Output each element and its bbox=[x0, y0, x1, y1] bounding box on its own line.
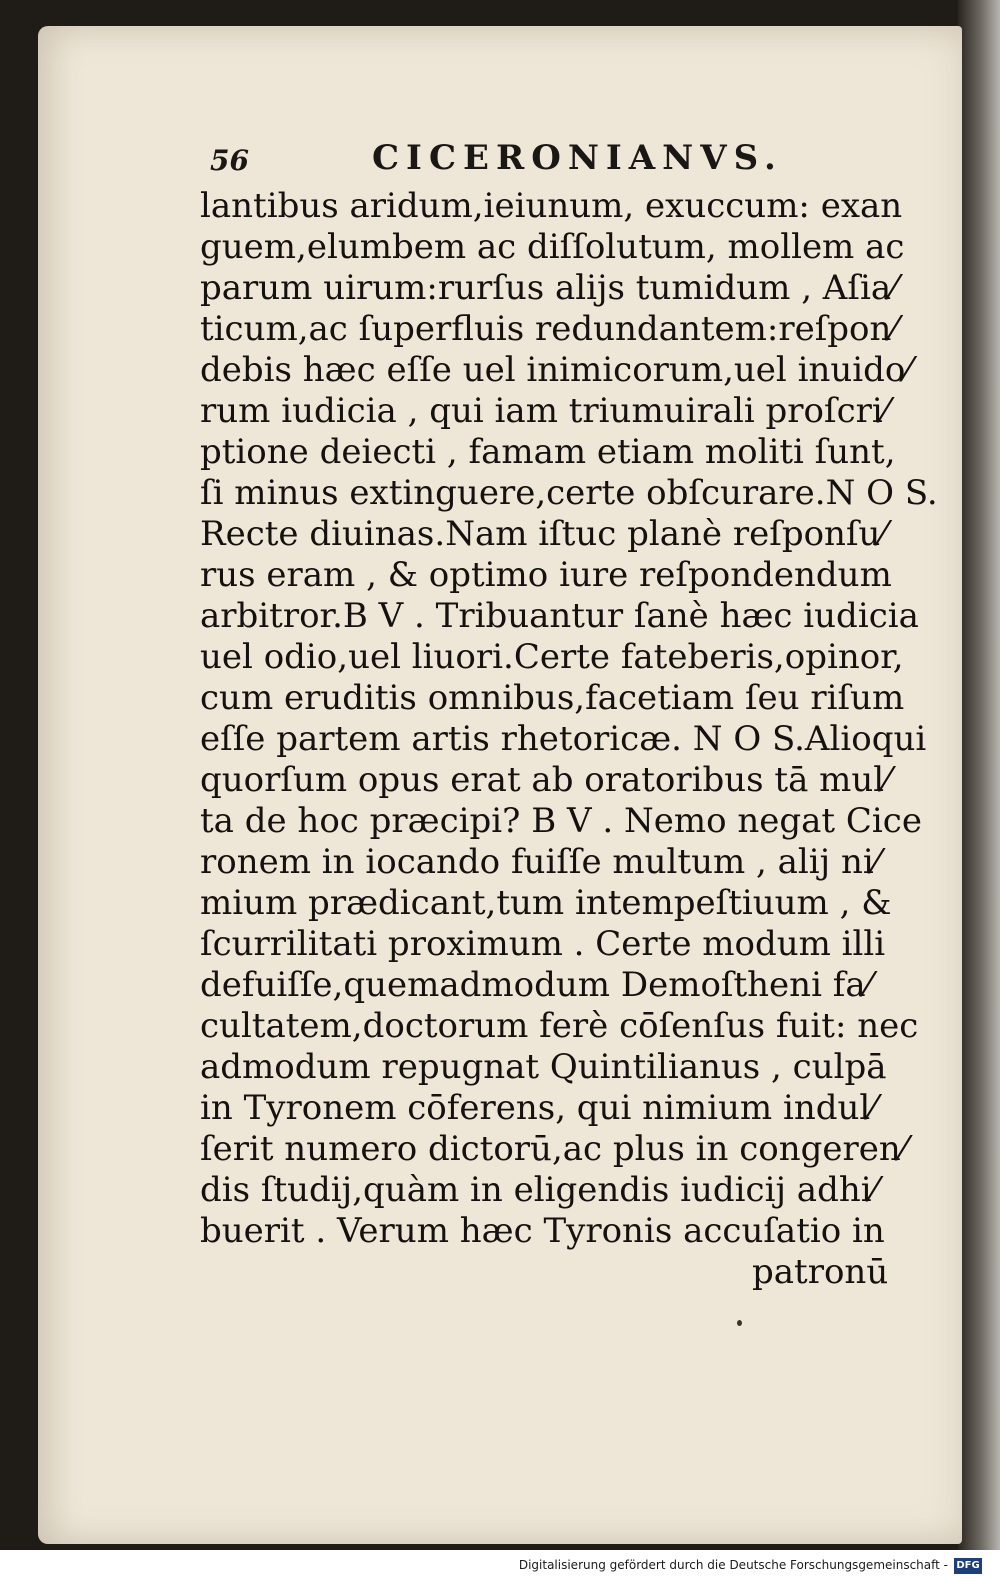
text-line: mium prædicant,tum intempeſtiuum , & bbox=[200, 883, 892, 923]
page-number: 56 bbox=[210, 144, 249, 177]
text-line: admodum repugnat Quintilianus , culpā bbox=[200, 1047, 887, 1087]
text-line: lantibus aridum,ieiunum, exuccum: exan bbox=[200, 186, 903, 226]
catchword: patronū bbox=[752, 1252, 889, 1292]
text-line: buerit . Verum hæc Tyronis accuſatio in bbox=[200, 1211, 885, 1251]
text-line: ronem in iocando fuiſſe multum , alij ni⁄ bbox=[200, 842, 880, 882]
text-line: arbitror.B V . Tribuantur ſanè hæc iudicia bbox=[200, 596, 919, 636]
text-line: uel odio,uel liuori.Certe fateberis,opinor, bbox=[200, 637, 904, 677]
text-line: ſerit numero dictorū,ac plus in congeren⁄ bbox=[200, 1129, 907, 1169]
text-line: defuiſſe,quemadmodum Demoſtheni fa⁄ bbox=[200, 965, 872, 1005]
running-head bbox=[210, 138, 830, 182]
text-line: cultatem,doctorum ferè cōſenſus fuit: nec bbox=[200, 1006, 919, 1046]
ink-speck bbox=[737, 1320, 742, 1326]
text-line: eſſe partem artis rhetoricæ. N O S.Alioqui bbox=[200, 719, 927, 759]
text-line: in Tyronem cōferens, qui nimium indul⁄ bbox=[200, 1088, 876, 1128]
dfg-logo-icon: DFG bbox=[954, 1558, 982, 1574]
funding-credit: Digitalisierung gefördert durch die Deutsche Forschungsgemeinschaft - bbox=[518, 1558, 948, 1572]
text-line: dis ſtudij,quàm in eligendis iudicij adhi⁄ bbox=[200, 1170, 878, 1210]
text-line: guem,elumbem ac diſſolutum, mollem ac bbox=[200, 227, 905, 267]
text-line: Recte diuinas.Nam iſtuc planè reſponſu⁄ bbox=[200, 514, 887, 554]
text-line: rus eram , & optimo iure reſpondendum bbox=[200, 555, 892, 595]
text-line: rum iudicia , qui iam triumuirali proſcri⁄ bbox=[200, 391, 889, 431]
text-line: ſcurrilitati proximum . Certe modum illi bbox=[200, 924, 886, 964]
text-line: ta de hoc præcipi? B V . Nemo negat Cice bbox=[200, 801, 922, 841]
text-line: ptione deiecti , famam etiam moliti ſunt, bbox=[200, 432, 896, 472]
text-line: debis hæc eſſe uel inimicorum,uel inuido⁄ bbox=[200, 350, 912, 390]
text-line: ticum,ac ſuperfluis redundantem:reſpon⁄ bbox=[200, 309, 898, 349]
text-line: quorſum opus erat ab oratoribus tā mul⁄ bbox=[200, 760, 890, 800]
body-text bbox=[200, 186, 938, 1252]
text-line: parum uirum:rurſus alijs tumidum , Aſia⁄ bbox=[200, 268, 897, 308]
text-line: cum eruditis omnibus,facetiam ſeu riſum bbox=[200, 678, 905, 718]
footer-bar bbox=[0, 1550, 1000, 1584]
text-line: ſi minus extinguere,certe obſcurare.N O S. bbox=[200, 473, 938, 513]
running-head-title: CICERONIANVS. bbox=[372, 138, 783, 178]
book-edge bbox=[958, 0, 1000, 1550]
